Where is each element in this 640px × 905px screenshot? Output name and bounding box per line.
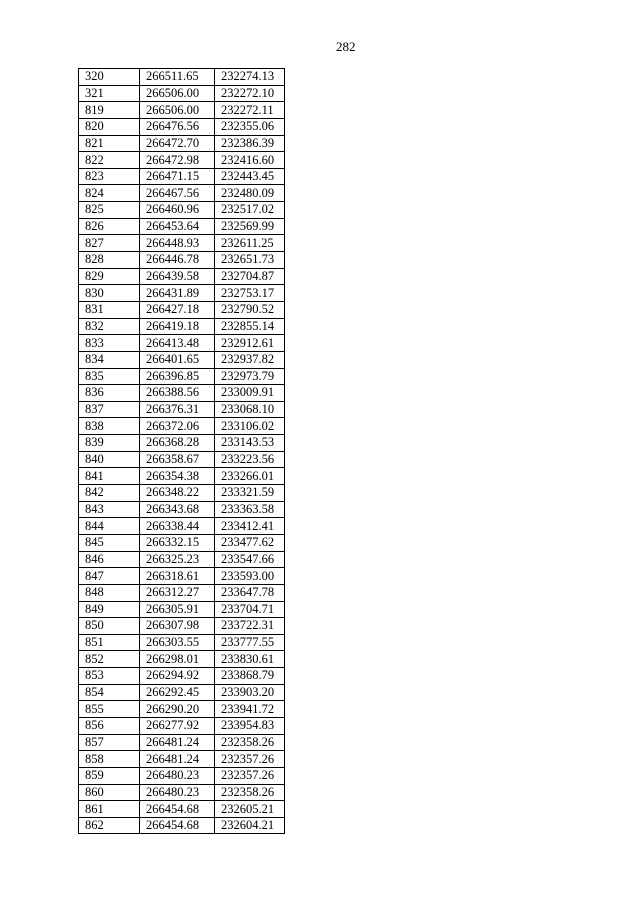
y-coordinate-cell: 232274.13 — [215, 69, 285, 86]
page-number: 282 — [336, 39, 356, 54]
table-row — [79, 69, 285, 86]
x-coordinate-cell: 266453.64 — [140, 218, 215, 235]
table-row — [79, 701, 285, 718]
x-coordinate-cell: 266292.45 — [140, 684, 215, 701]
x-coordinate-cell: 266506.00 — [140, 85, 215, 102]
y-coordinate-cell: 232973.79 — [215, 368, 285, 385]
x-coordinate-cell: 266325.23 — [140, 551, 215, 568]
point-number-cell: 844 — [79, 518, 140, 535]
point-number-cell: 819 — [79, 102, 140, 119]
y-coordinate-cell: 232272.11 — [215, 102, 285, 119]
x-coordinate-cell: 266446.78 — [140, 252, 215, 269]
y-coordinate-cell: 233777.55 — [215, 634, 285, 651]
point-number-cell: 859 — [79, 767, 140, 784]
x-coordinate-cell: 266413.48 — [140, 335, 215, 352]
point-number-cell: 832 — [79, 318, 140, 335]
y-coordinate-cell: 232753.17 — [215, 285, 285, 302]
x-coordinate-cell: 266303.55 — [140, 634, 215, 651]
y-coordinate-cell: 233009.91 — [215, 385, 285, 402]
table-row — [79, 168, 285, 185]
x-coordinate-cell: 266480.23 — [140, 784, 215, 801]
y-coordinate-cell: 233412.41 — [215, 518, 285, 535]
table-row — [79, 485, 285, 502]
y-coordinate-cell: 233477.62 — [215, 534, 285, 551]
y-coordinate-cell: 233647.78 — [215, 584, 285, 601]
point-number-cell: 831 — [79, 301, 140, 318]
x-coordinate-cell: 266511.65 — [140, 69, 215, 86]
x-coordinate-cell: 266454.68 — [140, 801, 215, 818]
table-row — [79, 368, 285, 385]
table-row — [79, 401, 285, 418]
table-row — [79, 767, 285, 784]
y-coordinate-cell: 232358.26 — [215, 784, 285, 801]
table-row — [79, 285, 285, 302]
x-coordinate-cell: 266419.18 — [140, 318, 215, 335]
x-coordinate-cell: 266312.27 — [140, 584, 215, 601]
point-number-cell: 850 — [79, 618, 140, 635]
point-number-cell: 845 — [79, 534, 140, 551]
y-coordinate-cell: 232605.21 — [215, 801, 285, 818]
table-row — [79, 634, 285, 651]
table-row — [79, 385, 285, 402]
table-row — [79, 518, 285, 535]
point-number-cell: 320 — [79, 69, 140, 86]
point-number-cell: 846 — [79, 551, 140, 568]
x-coordinate-cell: 266506.00 — [140, 102, 215, 119]
y-coordinate-cell: 233266.01 — [215, 468, 285, 485]
table-row — [79, 235, 285, 252]
y-coordinate-cell: 232416.60 — [215, 152, 285, 169]
point-number-cell: 825 — [79, 202, 140, 219]
point-number-cell: 861 — [79, 801, 140, 818]
x-coordinate-cell: 266454.68 — [140, 817, 215, 834]
x-coordinate-cell: 266318.61 — [140, 568, 215, 585]
table-row — [79, 684, 285, 701]
x-coordinate-cell: 266448.93 — [140, 235, 215, 252]
table-row — [79, 734, 285, 751]
table-row — [79, 351, 285, 368]
y-coordinate-cell: 233363.58 — [215, 501, 285, 518]
x-coordinate-cell: 266480.23 — [140, 767, 215, 784]
x-coordinate-cell: 266431.89 — [140, 285, 215, 302]
table-row — [79, 551, 285, 568]
table-row — [79, 451, 285, 468]
point-number-cell: 857 — [79, 734, 140, 751]
y-coordinate-cell: 233954.83 — [215, 717, 285, 734]
x-coordinate-cell: 266476.56 — [140, 118, 215, 135]
table-row — [79, 152, 285, 169]
x-coordinate-cell: 266372.06 — [140, 418, 215, 435]
point-number-cell: 822 — [79, 152, 140, 169]
y-coordinate-cell: 233722.31 — [215, 618, 285, 635]
point-number-cell: 837 — [79, 401, 140, 418]
table-row — [79, 501, 285, 518]
y-coordinate-cell: 232357.26 — [215, 751, 285, 768]
table-row — [79, 817, 285, 834]
point-number-cell: 860 — [79, 784, 140, 801]
x-coordinate-cell: 266481.24 — [140, 751, 215, 768]
y-coordinate-cell: 232357.26 — [215, 767, 285, 784]
table-row — [79, 801, 285, 818]
coordinates-table — [78, 68, 285, 834]
table-row — [79, 118, 285, 135]
point-number-cell: 838 — [79, 418, 140, 435]
point-number-cell: 858 — [79, 751, 140, 768]
y-coordinate-cell: 232855.14 — [215, 318, 285, 335]
y-coordinate-cell: 233941.72 — [215, 701, 285, 718]
x-coordinate-cell: 266401.65 — [140, 351, 215, 368]
x-coordinate-cell: 266343.68 — [140, 501, 215, 518]
y-coordinate-cell: 232790.52 — [215, 301, 285, 318]
point-number-cell: 853 — [79, 668, 140, 685]
x-coordinate-cell: 266388.56 — [140, 385, 215, 402]
x-coordinate-cell: 266277.92 — [140, 717, 215, 734]
y-coordinate-cell: 232517.02 — [215, 202, 285, 219]
x-coordinate-cell: 266472.98 — [140, 152, 215, 169]
x-coordinate-cell: 266294.92 — [140, 668, 215, 685]
x-coordinate-cell: 266348.22 — [140, 485, 215, 502]
table-row — [79, 335, 285, 352]
point-number-cell: 849 — [79, 601, 140, 618]
point-number-cell: 839 — [79, 435, 140, 452]
y-coordinate-cell: 232912.61 — [215, 335, 285, 352]
point-number-cell: 862 — [79, 817, 140, 834]
point-number-cell: 820 — [79, 118, 140, 135]
table-row — [79, 85, 285, 102]
y-coordinate-cell: 232704.87 — [215, 268, 285, 285]
x-coordinate-cell: 266305.91 — [140, 601, 215, 618]
table-row — [79, 268, 285, 285]
point-number-cell: 851 — [79, 634, 140, 651]
x-coordinate-cell: 266439.58 — [140, 268, 215, 285]
y-coordinate-cell: 232569.99 — [215, 218, 285, 235]
table-row — [79, 318, 285, 335]
point-number-cell: 848 — [79, 584, 140, 601]
table-row — [79, 618, 285, 635]
y-coordinate-cell: 232937.82 — [215, 351, 285, 368]
y-coordinate-cell: 232355.06 — [215, 118, 285, 135]
y-coordinate-cell: 233830.61 — [215, 651, 285, 668]
point-number-cell: 843 — [79, 501, 140, 518]
y-coordinate-cell: 232272.10 — [215, 85, 285, 102]
x-coordinate-cell: 266467.56 — [140, 185, 215, 202]
point-number-cell: 834 — [79, 351, 140, 368]
x-coordinate-cell: 266307.98 — [140, 618, 215, 635]
y-coordinate-cell: 232386.39 — [215, 135, 285, 152]
point-number-cell: 321 — [79, 85, 140, 102]
table-row — [79, 568, 285, 585]
x-coordinate-cell: 266427.18 — [140, 301, 215, 318]
x-coordinate-cell: 266290.20 — [140, 701, 215, 718]
table-row — [79, 468, 285, 485]
y-coordinate-cell: 233704.71 — [215, 601, 285, 618]
x-coordinate-cell: 266396.85 — [140, 368, 215, 385]
table-row — [79, 668, 285, 685]
table-row — [79, 301, 285, 318]
table-row — [79, 584, 285, 601]
table-row — [79, 185, 285, 202]
point-number-cell: 840 — [79, 451, 140, 468]
coordinates-table-body — [79, 69, 285, 834]
point-number-cell: 841 — [79, 468, 140, 485]
point-number-cell: 821 — [79, 135, 140, 152]
point-number-cell: 827 — [79, 235, 140, 252]
table-row — [79, 534, 285, 551]
y-coordinate-cell: 232611.25 — [215, 235, 285, 252]
x-coordinate-cell: 266358.67 — [140, 451, 215, 468]
table-row — [79, 601, 285, 618]
point-number-cell: 830 — [79, 285, 140, 302]
table-row — [79, 651, 285, 668]
point-number-cell: 823 — [79, 168, 140, 185]
point-number-cell: 833 — [79, 335, 140, 352]
point-number-cell: 836 — [79, 385, 140, 402]
y-coordinate-cell: 232358.26 — [215, 734, 285, 751]
y-coordinate-cell: 233903.20 — [215, 684, 285, 701]
x-coordinate-cell: 266332.15 — [140, 534, 215, 551]
y-coordinate-cell: 233068.10 — [215, 401, 285, 418]
x-coordinate-cell: 266338.44 — [140, 518, 215, 535]
y-coordinate-cell: 233143.53 — [215, 435, 285, 452]
y-coordinate-cell: 233868.79 — [215, 668, 285, 685]
point-number-cell: 826 — [79, 218, 140, 235]
y-coordinate-cell: 232604.21 — [215, 817, 285, 834]
table-row — [79, 218, 285, 235]
x-coordinate-cell: 266376.31 — [140, 401, 215, 418]
point-number-cell: 842 — [79, 485, 140, 502]
table-row — [79, 784, 285, 801]
table-row — [79, 717, 285, 734]
x-coordinate-cell: 266368.28 — [140, 435, 215, 452]
table-row — [79, 202, 285, 219]
y-coordinate-cell: 233593.00 — [215, 568, 285, 585]
y-coordinate-cell: 233106.02 — [215, 418, 285, 435]
point-number-cell: 855 — [79, 701, 140, 718]
point-number-cell: 828 — [79, 252, 140, 269]
x-coordinate-cell: 266354.38 — [140, 468, 215, 485]
x-coordinate-cell: 266298.01 — [140, 651, 215, 668]
y-coordinate-cell: 232480.09 — [215, 185, 285, 202]
x-coordinate-cell: 266481.24 — [140, 734, 215, 751]
table-row — [79, 418, 285, 435]
point-number-cell: 829 — [79, 268, 140, 285]
point-number-cell: 835 — [79, 368, 140, 385]
y-coordinate-cell: 233547.66 — [215, 551, 285, 568]
x-coordinate-cell: 266471.15 — [140, 168, 215, 185]
point-number-cell: 824 — [79, 185, 140, 202]
y-coordinate-cell: 233321.59 — [215, 485, 285, 502]
point-number-cell: 856 — [79, 717, 140, 734]
x-coordinate-cell: 266472.70 — [140, 135, 215, 152]
table-row — [79, 751, 285, 768]
table-row — [79, 102, 285, 119]
y-coordinate-cell: 233223.56 — [215, 451, 285, 468]
table-row — [79, 135, 285, 152]
x-coordinate-cell: 266460.96 — [140, 202, 215, 219]
table-row — [79, 435, 285, 452]
y-coordinate-cell: 232443.45 — [215, 168, 285, 185]
point-number-cell: 854 — [79, 684, 140, 701]
point-number-cell: 852 — [79, 651, 140, 668]
y-coordinate-cell: 232651.73 — [215, 252, 285, 269]
table-row — [79, 252, 285, 269]
point-number-cell: 847 — [79, 568, 140, 585]
